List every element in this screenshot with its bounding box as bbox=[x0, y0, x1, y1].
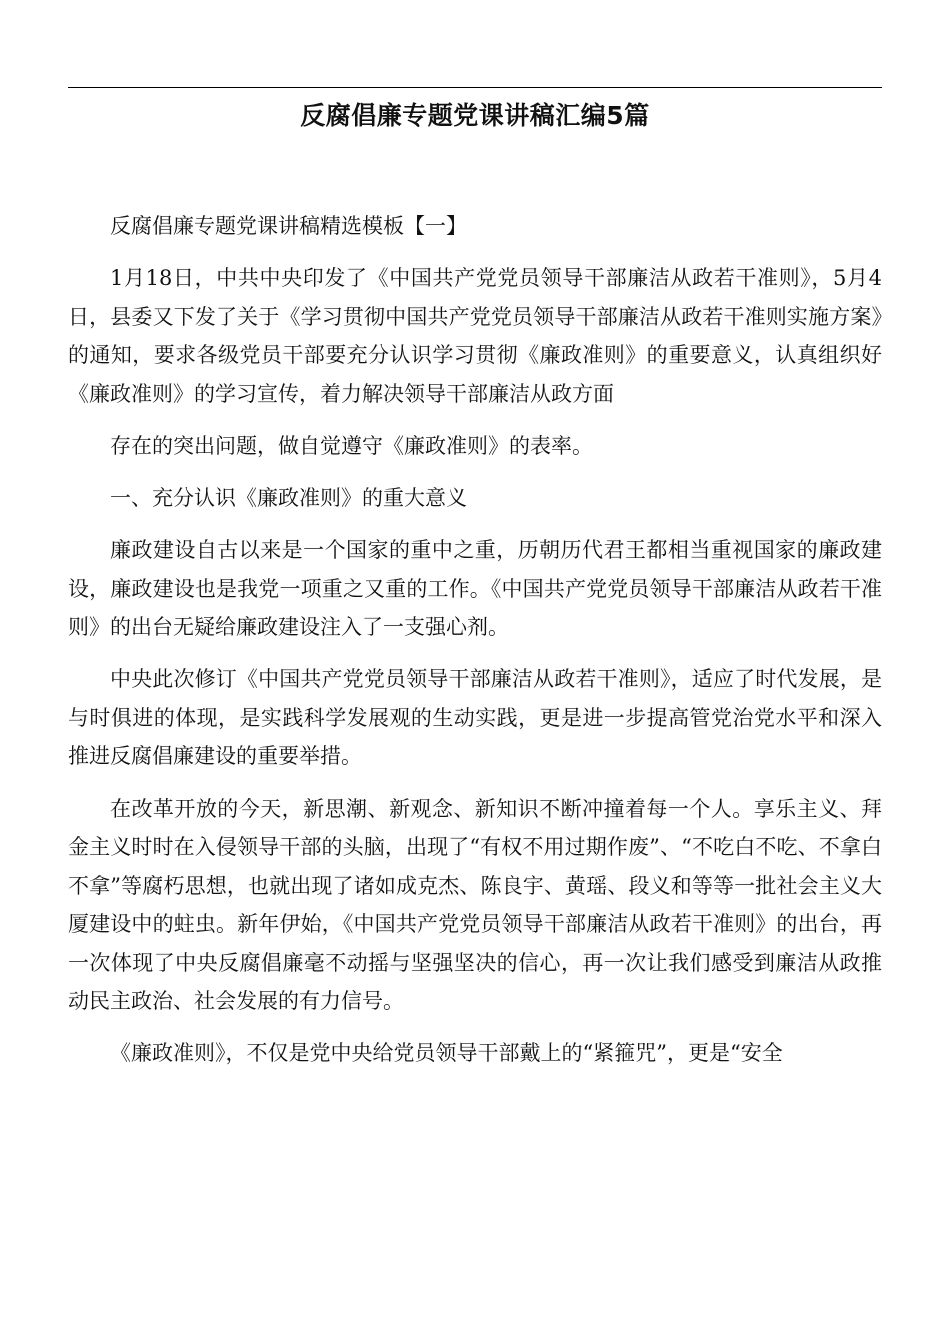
section-heading-1: 反腐倡廉专题党课讲稿精选模板【一】 bbox=[110, 214, 467, 238]
paragraph-1: 1月18日，中共中央印发了《中国共产党党员领导干部廉洁从政若干准则》，5月4日，县委又下发了关于《学习贯彻中国共产党党员领导干部廉洁从政若干准则实施方案》的通知，要求各级党员干部要充分认识学习贯彻《廉政准则》的重要意义，认真组织好《廉政准则》的学习宣传，着力解决领导干部廉洁从政方面 bbox=[68, 266, 882, 406]
header-rule bbox=[68, 87, 882, 88]
document-body bbox=[68, 207, 882, 1073]
paragraph-2: 存在的突出问题，做自觉遵守《廉政准则》的表率。 bbox=[110, 433, 593, 458]
paragraph-6: 《廉政准则》，不仅是党中央给党员领导干部戴上的“紧箍咒”，更是“安全 bbox=[110, 1041, 783, 1066]
paragraph-5: 在改革开放的今天，新思潮、新观念、新知识不断冲撞着每一个人。享乐主义、拜金主义时时在入侵领导干部的头脑，出现了“有权不用过期作废”、“不吃白不吃、不拿白不拿”等腐朽思想，也就出现了诸如成克杰、陈良宇、黄瑶、段义和等等一批社会主义大厦建设中的蛀虫。新年伊始，《中国共产党党员领导干部廉洁从政若干准则》的出台，再一次体现了中央反腐倡廉毫不动摇与坚强坚决的信心，再一次让我们感受到廉洁从政推动民主政治、社会发展的有力信号。 bbox=[68, 796, 882, 1014]
document-title: 反腐倡廉专题党课讲稿汇编5篇 bbox=[300, 101, 650, 130]
paragraph-4: 中央此次修订《中国共产党党员领导干部廉洁从政若干准则》，适应了时代发展，是与时俱进的体现，是实践科学发展观的生动实践，更是进一步提高管党治党水平和深入推进反腐倡廉建设的重要举措。 bbox=[68, 667, 882, 769]
subheading-1: 一、充分认识《廉政准则》的重大意义 bbox=[110, 486, 467, 511]
paragraph-3: 廉政建设自古以来是一个国家的重中之重，历朝历代君王都相当重视国家的廉政建设，廉政建设也是我党一项重之又重的工作。《中国共产党党员领导干部廉洁从政若干准则》的出台无疑给廉政建设注入了一支强心剂。 bbox=[68, 538, 882, 640]
